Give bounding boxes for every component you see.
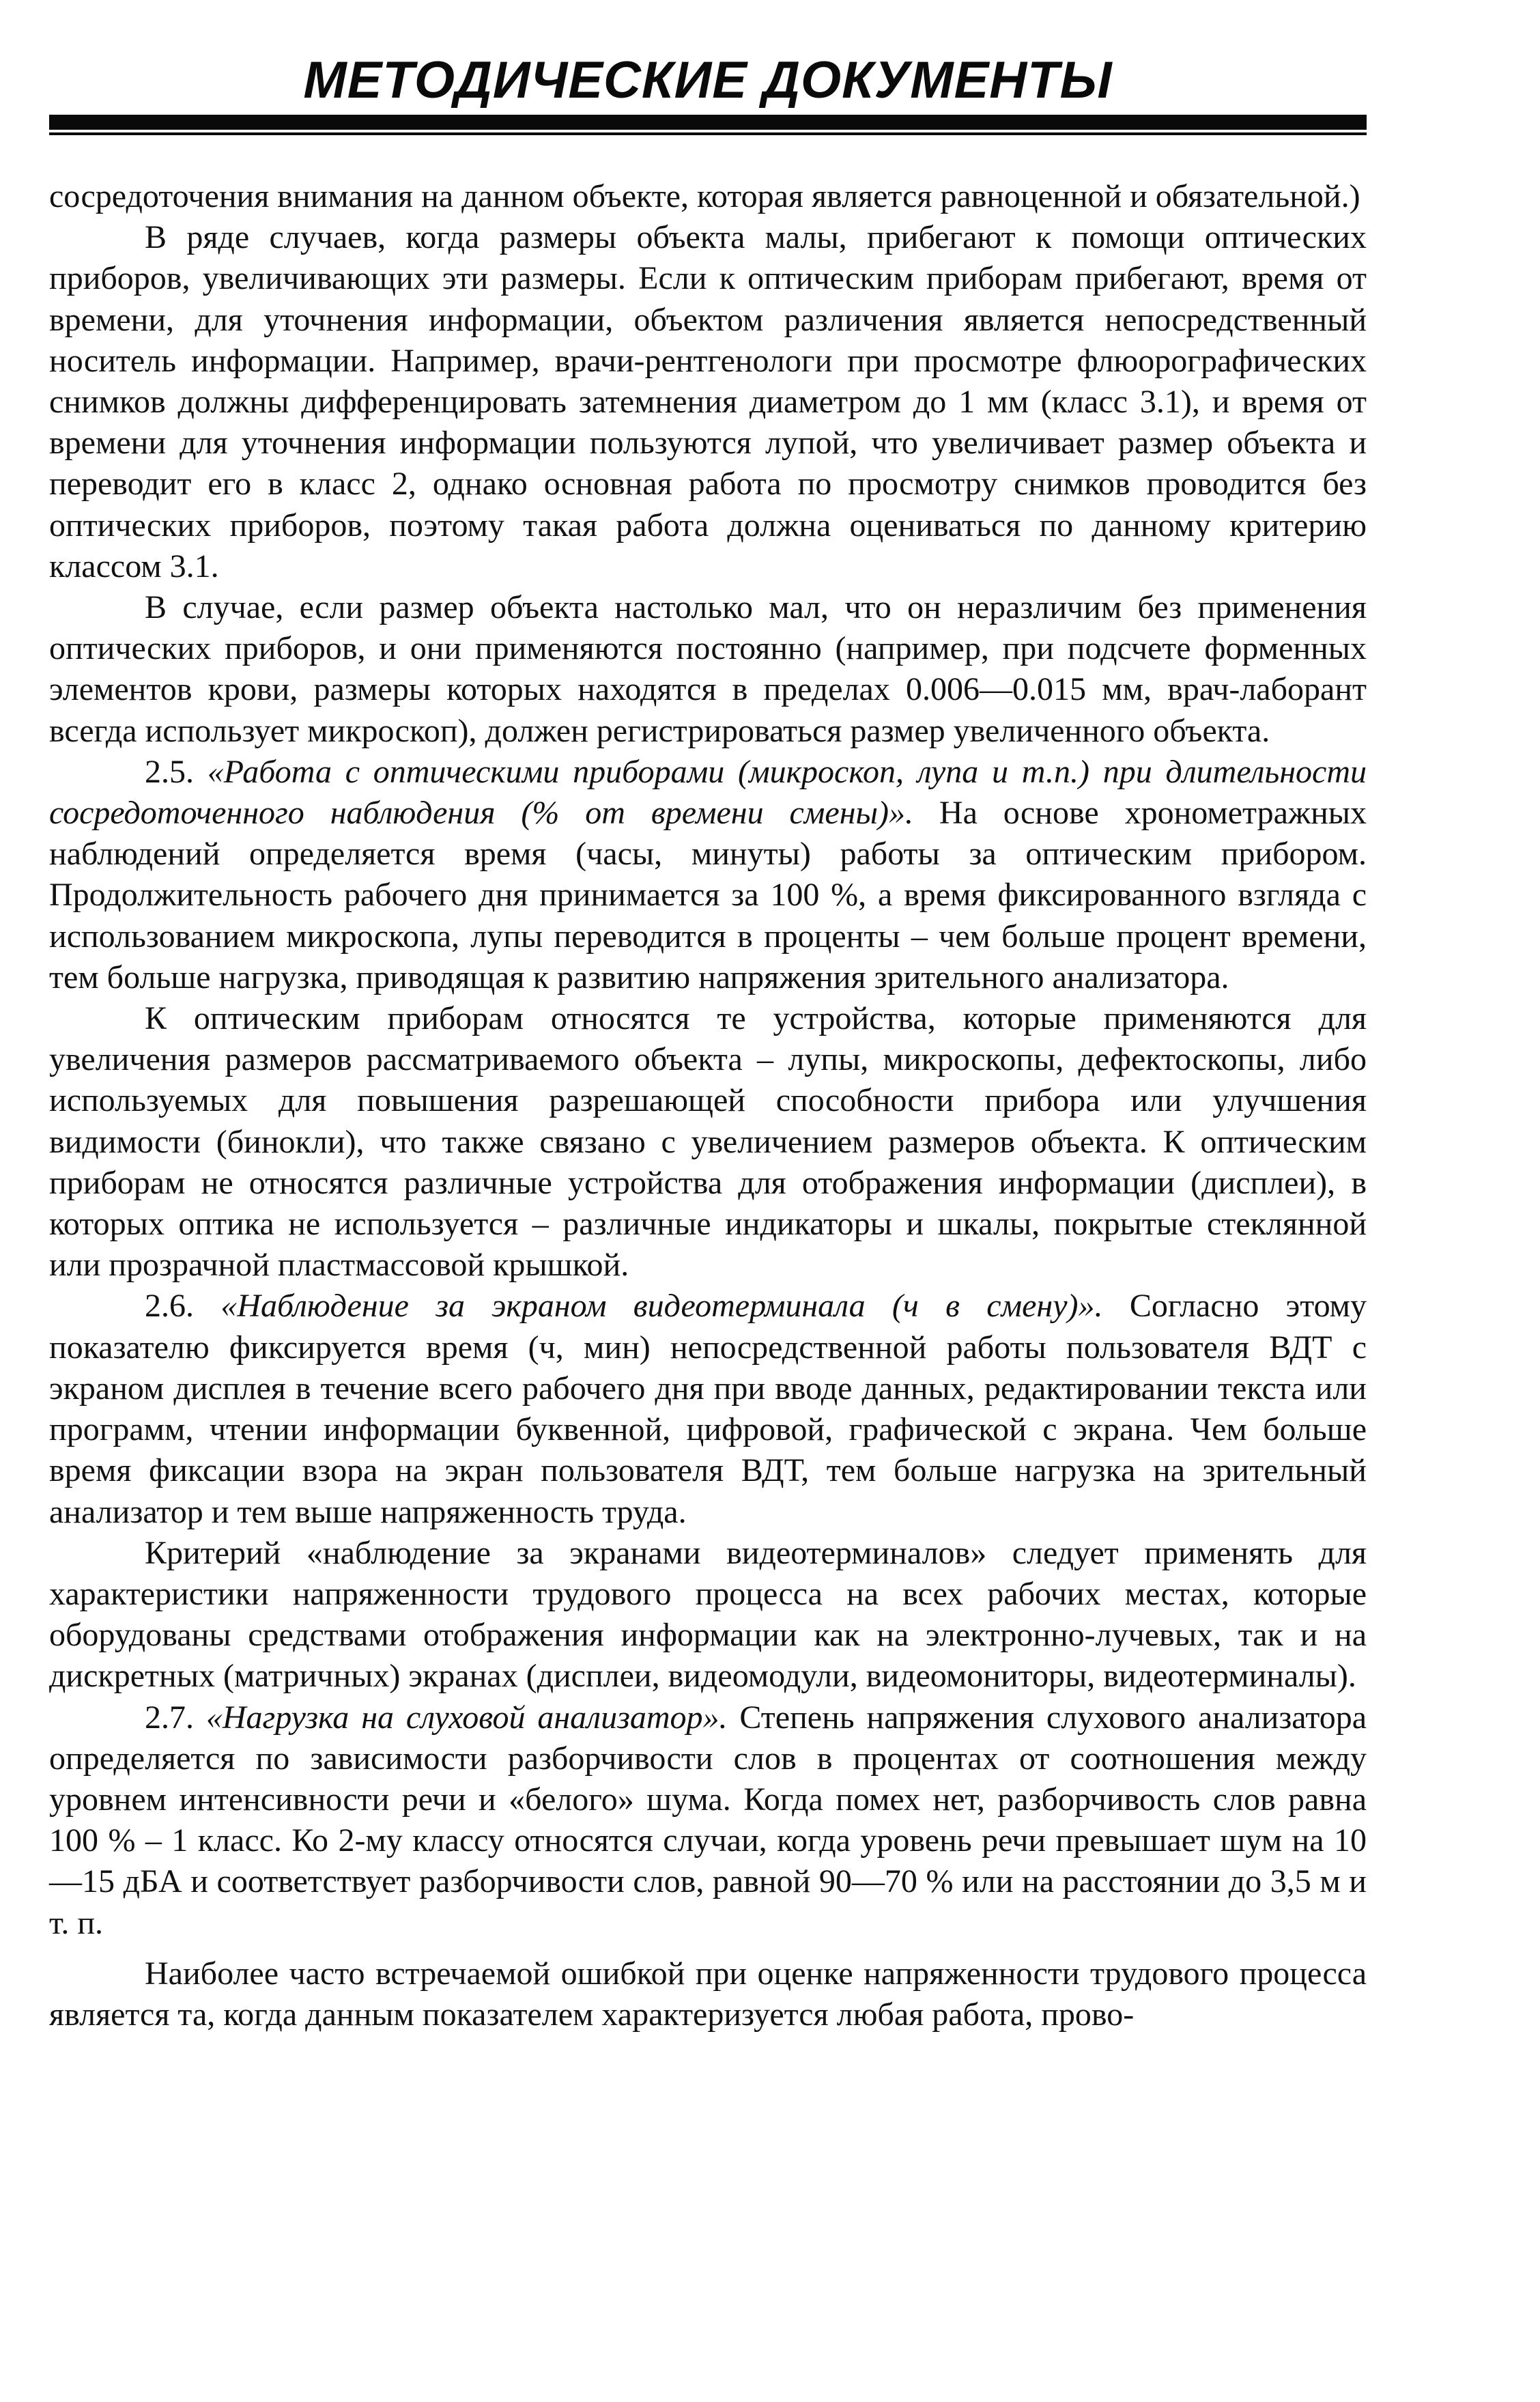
section-2-6 [49, 1286, 1367, 1532]
paragraph-optical-devices [49, 217, 1367, 587]
paragraph-text: Критерий «наблюдение за экранами видеотерминалов» следует применять для характеристики напряженности трудового процесса на всех рабочих местах, которые оборудованы средствами отображения информации как на электронно-лучевых, так и на дискретных (матричных) экранах (дисплеи, видеомодули, видеомониторы, видеотерминалы). [49, 1534, 1367, 1695]
page-header [49, 51, 1367, 109]
section-number: 2.6. [145, 1288, 194, 1325]
paragraph-text: На основе хронометражных наблюдений определяется время (часы, минуты) работы за оптическим прибором. Продолжительность рабочего дня принимается за 100 %, а время фиксированного взгляда с использованием микроскопа, лупы переводится в проценты – чем больше процент времени, тем больше нагрузка, приводящая к развитию напряжения зрительного анализатора. [49, 795, 1367, 995]
paragraph-text: Степень напряжения слухового анализатора определяется по зависимости разборчивости слов в процентах от соотношения между уровнем интенсивности речи и «белого» шума. Когда помех нет, разборчивость слов равна 100 % – 1 класс. Ко 2-му классу относятся случаи, когда уровень речи превышает шум на 10—15 дБА и соответствует разборчивости слов, равной 90—70 % или на расстоянии до 3,5 м и т. п. [49, 1699, 1367, 1941]
paragraph-text: сосредоточения внимания на данном объекте, которая является равноценной и обязательной.) [49, 178, 1360, 214]
paragraph-text: В ряде случаев, когда размеры объекта малы, прибегают к помощи оптических приборов, увеличивающих эти размеры. Если к оптическим приборам прибегают, время от времени, для уточнения информации, объектом различения является непосредственный носитель информации. Например, врачи-рентгенологи при просмотре флюорографических снимков должны дифференцировать затемнения диаметром до 1 мм (класс 3.1), и время от времени для уточнения информации пользуются лупой, что увеличивает размер объекта и переводит его в класс 2, однако основная работа по просмотру снимков проводится без оптических приборов, поэтому такая работа должна оцениваться по данному критерию классом 3.1. [49, 219, 1367, 584]
section-title: «Наблюдение за экраном видеотерминала (ч в смену)». [220, 1288, 1103, 1325]
section-title: «Нагрузка на слуховой анализатор». [205, 1699, 728, 1736]
paragraph-optical-list [49, 998, 1367, 1286]
document-body [49, 176, 1367, 2035]
paragraph-small-object [49, 587, 1367, 752]
header-rule-thin [49, 132, 1367, 135]
section-2-5 [49, 752, 1367, 998]
paragraph-common-error [49, 1953, 1367, 2035]
header-title: МЕТОДИЧЕСКИЕ ДОКУМЕНТЫ [303, 51, 1113, 109]
paragraph-vdt-criterion [49, 1533, 1367, 1697]
section-number: 2.5. [145, 753, 194, 790]
section-title: «Работа с оптическими приборами (микроскоп, лупа и т.п.) при длительности сосредоточенного наблюдения (% от времени смены)». [49, 753, 1367, 832]
paragraph-text: В случае, если размер объекта настолько мал, что он неразличим без применения оптических приборов, и они применяются постоянно (например, при подсчете форменных элементов крови, размеры которых находятся в пределах 0.006—0.015 мм, врач-лаборант всегда использует микроскоп), должен регистрироваться размер увеличенного объекта. [49, 589, 1367, 749]
header-rule [49, 115, 1367, 130]
section-2-7 [49, 1697, 1367, 1944]
paragraph-text: К оптическим приборам относятся те устройства, которые применяются для увеличения размеров рассматриваемого объекта – лупы, микроскопы, дефектоскопы, либо используемых для повышения разрешающей способности прибора или улучшения видимости (бинокли), что также связано с увеличением размеров объекта. К оптическим приборам не относятся различные устройства для отображения информации (дисплеи), в которых оптика не используется – различные индикаторы и шкалы, покрытые стеклянной или прозрачной пластмассовой крышкой. [49, 1000, 1367, 1284]
paragraph-text: Согласно этому показателю фиксируется время (ч, мин) непосредственной работы пользователя ВДТ с экраном дисплея в течение всего рабочего дня при вводе данных, редактировании текста или программ, чтении информации буквенной, цифровой, графической с экрана. Чем больше время фиксации взора на экран пользователя ВДТ, тем больше нагрузка на зрительный анализатор и тем выше напряженность труда. [49, 1288, 1367, 1530]
paragraph-continuation [49, 176, 1367, 217]
section-number: 2.7. [145, 1699, 194, 1736]
paragraph-text: Наиболее часто встречаемой ошибкой при оценке напряженности трудового процесса является та, когда данным показателем характеризуется любая работа, прово- [49, 1955, 1367, 2033]
